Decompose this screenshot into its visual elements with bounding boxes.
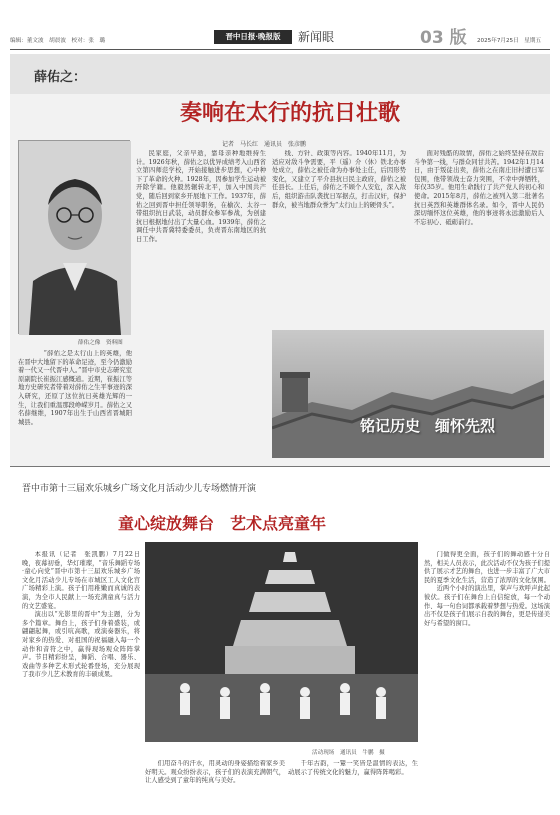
kicker-band [10, 54, 550, 94]
issue-date: 2025年7月25日 星期五 [477, 38, 542, 44]
feature-column-2: 民家庭，父亲早逝，靠母亲种地维持生计。1926年秋，薛佑之以优异成绩考入山西省立第四师范学校，开始接触进步思想，心中种下了革命的火种。1928年，因参加学生运动被开除学籍。他毅然辗转北平，加入中国共产党，随后回到家乡开展地下工作。1937年，薛佑之回到晋中担任领导职务，在榆次、太谷一带组织抗日武装，动员群众参军参战，为创建抗日根据地付出了大量心血。1939年，薛佑之调任中共晋冀特委委员，负责晋东南地区的抗日工作。 [136, 150, 266, 243]
news-headline: 童心绽放舞台 艺术点亮童年 [118, 514, 327, 533]
great-wall-illustration [272, 330, 544, 458]
news-column-3: 千年古韵，一颦一笑皆是温情的表达，生动展示了传统文化的魅力，赢得阵阵喝彩。 [288, 760, 418, 776]
feature-column-4: 面对残酷的敌情，薛佑之始终坚持在敌后斗争第一线，与群众同甘共苦。1942年1月14日，由于叛徒出卖，薛佑之在南庄旧村遭日军包围，他带领战士奋力突围，不幸中弹牺牲，年仅35岁。他用生命践行了共产党人的初心和使命。2015年8月，薛佑之被列入第二批著名抗日英烈和英雄群体名录。如今，晋中人民仍深切缅怀这位英雄，他的事迹将永远激励后人不忘初心、砥砺前行。 [414, 150, 544, 226]
portrait-illustration [19, 141, 131, 335]
header-rule [10, 49, 550, 50]
stage-illustration [145, 542, 418, 742]
news-kicker: 晋中市第十三届欢乐城乡广场文化月活动少儿专场燃情开演 [22, 484, 257, 494]
masthead-logo: 晋中日报·晚报版 [214, 30, 292, 44]
page-number: 03 版 [420, 28, 467, 48]
news-column-2: 们用奋斗的汗水，用灵动的身姿描绘着家乡美好明天。观众纷纷表示，孩子们的表演充满朝气，让人感受到了童年的纯真与美好。 [145, 760, 285, 785]
section-divider [10, 466, 550, 467]
stage-photo-caption: 活动现场 通讯员 牛鹏 摄 [312, 750, 385, 756]
section-title: 新闻眼 [298, 30, 335, 44]
feature-column-3: 线、方针、政策等内容。1940年11月，为适应对敌斗争需要，平（遥）介（休）铁北办事处成立，薛佑之被任命为办事处主任，后因形势变化，又建立了平介县抗日民主政府，薛佑之被任县长。上任后，薛佑之不顾个人安危，深入敌后，组织游击队袭扰日军据点，打击汉奸，保护群众，被当地群众誉为“太行山上的硬骨头”。 [272, 150, 406, 209]
feature-column-1: “薛佑之是太行山上的英雄，他在晋中大地留下的革命足迹，至今仍激励着一代又一代晋中人。”晋中市史志研究室原副院长崔振江感慨道。近期，崔振江等地方史研究者带着对薛佑之生平事迹的深入研究，还原了这位抗日英雄光辉的一生，让我们重温那段峥嵘岁月。薛佑之又名薛继维，1907年出生于山西省晋城阳城县。 [18, 350, 132, 426]
portrait-caption: 薛佑之像 资料图 [78, 340, 123, 346]
news-column-4: 门做得更全面，孩子们的舞动感十分自然，相关人员表示，此次活动不仅为孩子们提供了展示才艺的舞台，也进一步丰富了广大市民的夏季文化生活，营造了浓厚的文化氛围。 近两个小时的演出里，掌声与欢呼声此起彼伏。孩子们在舞台上自信绽放，每一个动作、每一句台词都承载着梦想与热爱。这场演出不仅是孩子们展示自我的舞台，更是传递美好与希望的窗口。 [424, 551, 550, 627]
feature-byline: 记者 马长红 通讯员 张彦鹏 [222, 141, 307, 148]
feature-headline: 奏响在太行的抗日壮歌 [179, 100, 400, 126]
portrait-photo [18, 140, 130, 334]
stage-photo [145, 542, 418, 742]
editor-info: 编辑：董文波 胡晨波 校对：张 璐 [10, 38, 106, 44]
news-column-1: 本报讯（记者 张凯鹏）7月22日晚，夜幕初垂，华灯璀璨，“音乐舞蹈专场·童心向党”晋中市第十三届欢乐城乡广场文化月活动少儿专场在市城区工人文化宫广场精彩上演。孩子们用稚嫩而真诚的表演，为全市人民献上一场充满童真与活力的文艺盛宴。 演出以“光影里的晋中”为主题，分为多个篇章。舞台上，孩子们身着盛装，或翩翩起舞，或引吭高歌，或演奏器乐，将对家乡的热爱、对祖国的祝福融入每一个动作和音符之中，赢得现场观众阵阵掌声。节目精彩纷呈，舞蹈、合唱、器乐、戏曲等多种艺术形式轮番登场，充分展现了我市少儿艺术教育的丰硕成果。 [22, 551, 140, 679]
banner-slogan: 铭记历史 缅怀先烈 [360, 417, 496, 435]
great-wall-banner [272, 330, 544, 458]
feature-kicker: 薛佑之： [34, 70, 87, 85]
